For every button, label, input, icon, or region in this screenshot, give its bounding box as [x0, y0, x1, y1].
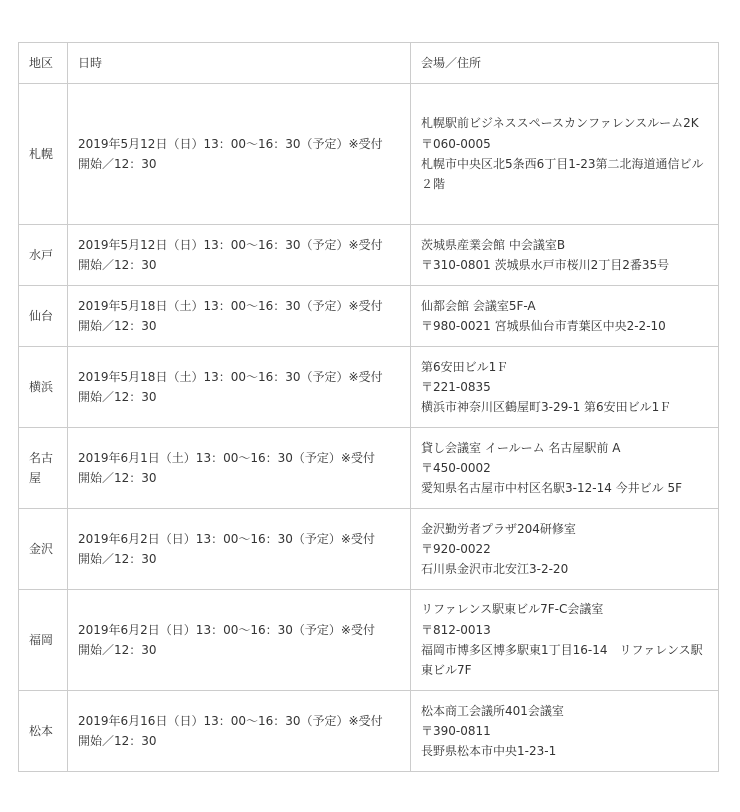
table-row — [19, 225, 719, 286]
venue-line: 〒221-0835 — [421, 379, 491, 394]
venue-cell — [411, 84, 719, 225]
datetime-cell — [68, 286, 411, 347]
datetime-line: 開始／12：30 — [78, 319, 157, 333]
venue-line: リファレンス駅東ビル7F-C会議室 — [421, 602, 604, 617]
region-cell: 仙台 — [19, 286, 68, 347]
venue-line: 札幌市中央区北5条西6丁目1-23第二北海道通信ビル２階 — [421, 157, 704, 192]
table-row — [19, 428, 719, 509]
venue-line: 金沢勤労者プラザ204研修室 — [421, 521, 576, 536]
region-cell: 松本 — [19, 691, 68, 772]
venue-line: 〒390-0811 — [421, 723, 491, 738]
datetime-line: 2019年6月1日（土）13：00〜16：30（予定）※受付 — [78, 450, 375, 465]
header-venue: 会場／住所 — [411, 43, 719, 84]
table-header-row — [19, 43, 719, 84]
datetime-line: 開始／12：30 — [78, 390, 157, 404]
venue-line: 茨城県産業会館 中会議室B — [421, 237, 566, 252]
datetime-cell — [68, 84, 411, 225]
venue-cell — [411, 691, 719, 772]
venue-cell — [411, 509, 719, 590]
table-row — [19, 84, 719, 225]
datetime-line: 2019年6月2日（日）13：00〜16：30（予定）※受付 — [78, 531, 375, 546]
region-cell: 札幌 — [19, 84, 68, 225]
venue-line: 〒920-0022 — [421, 541, 491, 556]
datetime-cell — [68, 225, 411, 286]
venue-line: 松本商工会議所401会議室 — [421, 703, 564, 718]
datetime-cell — [68, 428, 411, 509]
datetime-line: 2019年5月18日（土）13：00〜16：30（予定）※受付 — [78, 298, 383, 313]
header-region: 地区 — [19, 43, 68, 84]
datetime-line: 2019年5月12日（日）13：00〜16：30（予定）※受付 — [78, 237, 383, 252]
table-row — [19, 590, 719, 691]
datetime-line: 2019年5月12日（日）13：00〜16：30（予定）※受付 — [78, 136, 383, 151]
region-cell: 名古屋 — [19, 428, 68, 509]
datetime-line: 2019年6月2日（日）13：00〜16：30（予定）※受付 — [78, 622, 375, 637]
venue-cell — [411, 225, 719, 286]
datetime-line: 開始／12：30 — [78, 157, 157, 171]
venue-line: 石川県金沢市北安江3-2-20 — [421, 562, 569, 577]
schedule-table — [18, 42, 719, 772]
venue-line: 横浜市神奈川区鶴屋町3-29-1 第6安田ビル1Ｆ — [421, 400, 672, 415]
venue-line: 貸し会議室 イールーム 名古屋駅前 A — [421, 440, 621, 455]
table-row — [19, 691, 719, 772]
table-row — [19, 347, 719, 428]
venue-line: 長野県松本市中央1-23-1 — [421, 744, 557, 759]
datetime-cell — [68, 590, 411, 691]
schedule-table-container — [18, 42, 718, 772]
datetime-cell — [68, 691, 411, 772]
venue-line: 福岡市博多区博多駅東1丁目16-14 リファレンス駅東ビル7F — [421, 643, 703, 678]
datetime-cell — [68, 347, 411, 428]
region-cell: 横浜 — [19, 347, 68, 428]
header-datetime: 日時 — [68, 43, 411, 84]
datetime-line: 開始／12：30 — [78, 734, 157, 748]
venue-line: 第6安田ビル1Ｆ — [421, 359, 509, 374]
venue-line: 仙都会館 会議室5F-A — [421, 298, 536, 313]
venue-cell — [411, 590, 719, 691]
venue-cell — [411, 347, 719, 428]
venue-cell — [411, 428, 719, 509]
table-row — [19, 286, 719, 347]
venue-line: 〒980-0021 宮城県仙台市青葉区中央2-2-10 — [421, 319, 666, 333]
venue-line: 〒450-0002 — [421, 460, 491, 475]
datetime-line: 開始／12：30 — [78, 471, 157, 485]
venue-line: 〒310-0801 茨城県水戸市桜川2丁目2番35号 — [421, 258, 670, 272]
datetime-line: 2019年6月16日（日）13：00〜16：30（予定）※受付 — [78, 713, 383, 728]
venue-line: 〒812-0013 — [421, 622, 491, 637]
venue-cell — [411, 286, 719, 347]
datetime-line: 2019年5月18日（土）13：00〜16：30（予定）※受付 — [78, 369, 383, 384]
venue-line: 愛知県名古屋市中村区名駅3-12-14 今井ビル 5F — [421, 481, 683, 496]
datetime-line: 開始／12：30 — [78, 258, 157, 272]
datetime-line: 開始／12：30 — [78, 643, 157, 657]
region-cell: 福岡 — [19, 590, 68, 691]
venue-line: 〒060-0005 — [421, 136, 491, 151]
region-cell: 水戸 — [19, 225, 68, 286]
datetime-line: 開始／12：30 — [78, 552, 157, 566]
datetime-cell — [68, 509, 411, 590]
venue-line: 札幌駅前ビジネススペースカンファレンスルーム2K — [421, 116, 699, 131]
region-cell: 金沢 — [19, 509, 68, 590]
table-row — [19, 509, 719, 590]
